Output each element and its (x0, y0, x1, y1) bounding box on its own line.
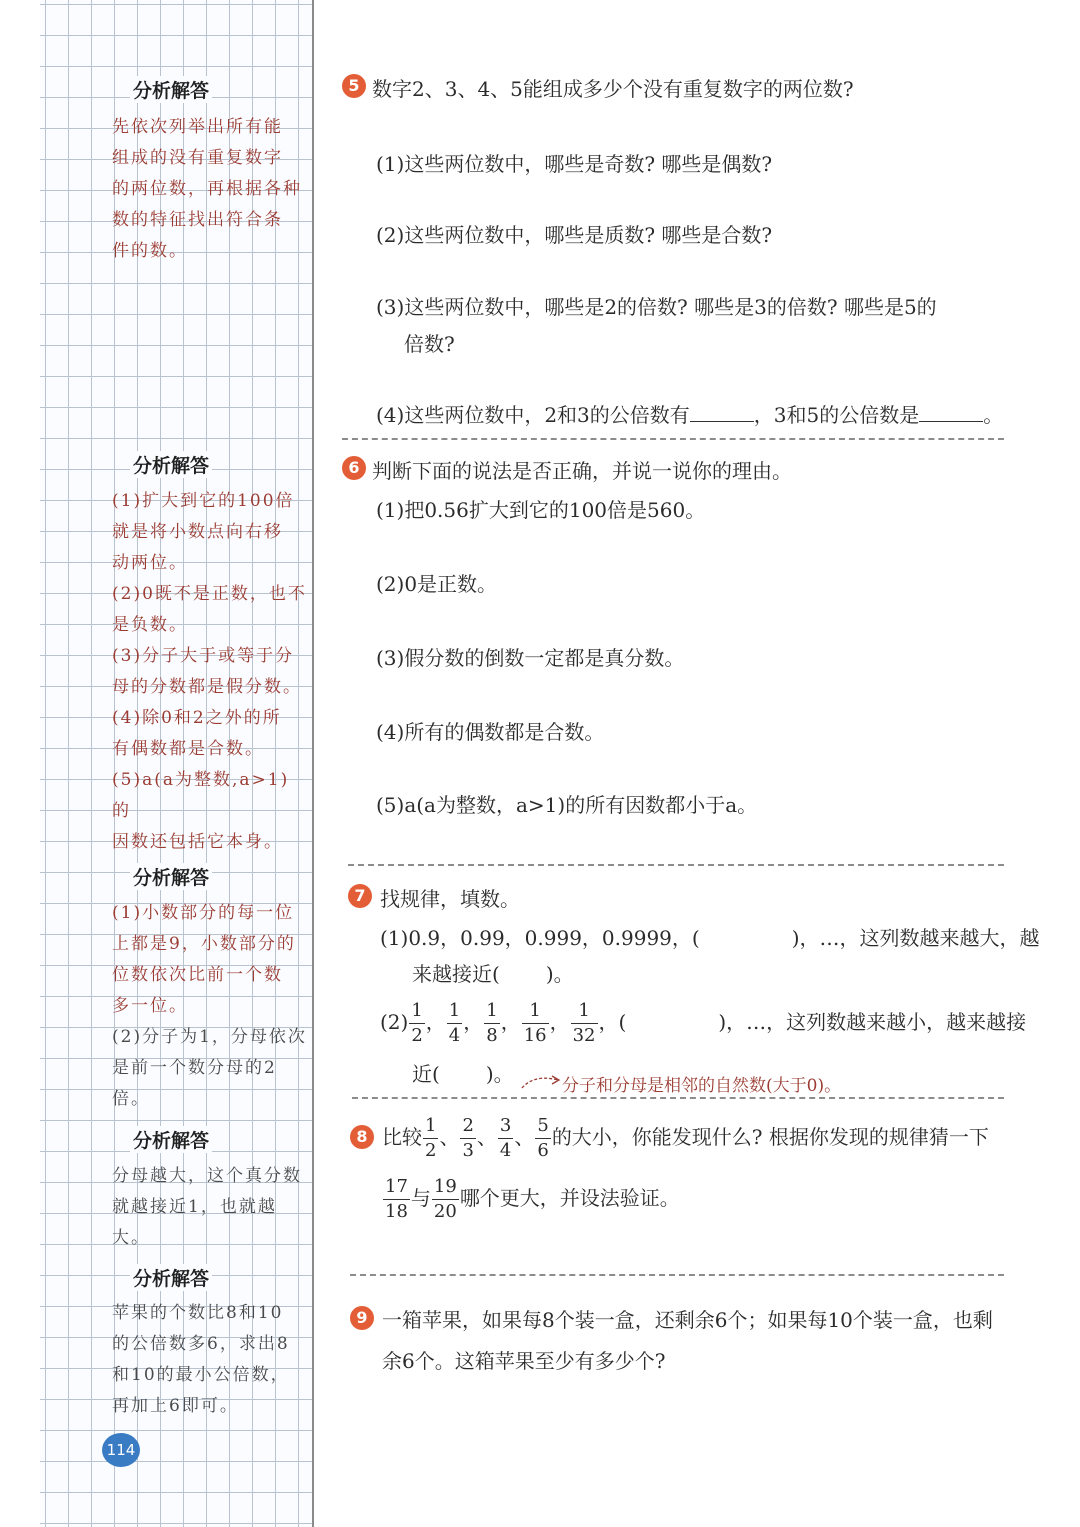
q5-part-4 (376, 399, 1003, 428)
q8-text: 与 (410, 1186, 431, 1210)
note-line: 是前一个数分母的2倍。 (112, 1058, 277, 1109)
note-title: 分析解答 (130, 1264, 212, 1291)
note-line: 就越接近1，也就越大。 (112, 1197, 277, 1248)
note-line: 母的分数都是假分数。 (112, 677, 302, 697)
q8-text: 的大小，你能发现什么? 根据你发现的规律猜一下 (551, 1125, 989, 1149)
note-line: (4)除0和2之外的所 (112, 708, 282, 728)
q7-part-2-text: )。 (485, 1062, 514, 1086)
question-number-8: 8 (350, 1125, 374, 1149)
fraction: $\frac{17}{18}$ (385, 1176, 408, 1222)
q7-part-2-prefix: (2) (380, 1010, 409, 1034)
note-line: 再加上6即可。 (112, 1396, 239, 1416)
note-line: 分母越大，这个真分数 (112, 1166, 302, 1186)
note-block (112, 486, 308, 858)
fraction: $\frac{1}{8}$ (486, 1000, 498, 1046)
note-title: 分析解答 (130, 1126, 212, 1153)
q8-line-2 (382, 1170, 680, 1226)
note-title: 分析解答 (130, 76, 212, 103)
answer-blank[interactable] (690, 403, 754, 422)
q8-text: 哪个更大，并设法验证。 (459, 1186, 680, 1210)
note-block (112, 898, 308, 1115)
sidebar-border (312, 0, 314, 1527)
fraction-sequence (422, 1115, 552, 1161)
q7-part-2-text: ，( (598, 1010, 627, 1034)
q9-line-1: 一箱苹果，如果每8个装一盒，还剩余6个；如果每10个装一盒，也剩 (382, 1308, 993, 1332)
q5-part-3: (3)这些两位数中，哪些是2的倍数? 哪些是3的倍数? 哪些是5的 (376, 295, 937, 319)
fraction: $\frac{19}{20}$ (433, 1176, 457, 1222)
note-line: 的两位数，再根据各种 (112, 179, 302, 199)
note-line: 苹果的个数比8和10 (112, 1303, 284, 1323)
q5-part-4-text: ，3和5的公倍数是 (753, 403, 920, 427)
note-line: (2)0既不是正数，也不 (112, 584, 307, 604)
note-block (112, 1298, 308, 1422)
q7-part-1-text: )。 (545, 962, 574, 986)
q7-part-2-text: )，…，这列数越来越小，越来越接 (718, 1010, 1027, 1034)
fraction: $\frac{1}{32}$ (572, 1000, 596, 1046)
note-line: (2)分子为1，分母依次 (112, 1027, 307, 1047)
q5-part-4-text: 。 (983, 403, 1004, 427)
separator: 、 (476, 1125, 497, 1149)
note-line: 有偶数都是合数。 (112, 739, 264, 759)
note-line: 因数还包括它本身。 (112, 832, 283, 852)
note-line: 数的特征找出符合条 (112, 210, 283, 230)
separator: ， (425, 1010, 446, 1034)
separator: ， (549, 1010, 570, 1034)
fraction: $\frac{1}{4}$ (448, 1000, 461, 1046)
question-number-9: 9 (350, 1306, 374, 1330)
q5-part-1: (1)这些两位数中，哪些是奇数? 哪些是偶数? (376, 152, 773, 176)
note-line: 上都是9，小数部分的 (112, 934, 296, 954)
note-line: 先依次列举出所有能 (112, 117, 283, 137)
note-line: 和10的最小公倍数， (112, 1365, 290, 1385)
question-number-6: 6 (342, 456, 366, 480)
note-title: 分析解答 (130, 863, 212, 890)
q8-text: 比较 (382, 1125, 422, 1149)
note-line: 组成的没有重复数字 (112, 148, 283, 168)
section-divider (348, 864, 1004, 866)
note-block (112, 112, 308, 267)
q5-part-2: (2)这些两位数中，哪些是质数? 哪些是合数? (376, 223, 773, 247)
note-line: (1)扩大到它的100倍 (112, 491, 295, 511)
q7-part-1 (380, 922, 1040, 951)
section-divider (350, 1274, 1004, 1276)
page-number-badge: 114 (102, 1433, 140, 1467)
q5-part-3-cont: 倍数? (404, 332, 455, 356)
q7-part-1-cont (412, 958, 574, 987)
q7-part-2 (380, 996, 1026, 1048)
q7-part-2-text: 近( (412, 1062, 440, 1086)
q6-item: (3)假分数的倒数一定都是真分数。 (376, 646, 685, 670)
fraction: $\frac{2}{3}$ (462, 1115, 474, 1161)
section-divider (342, 438, 1004, 440)
note-line: 的公倍数多6，求出8 (112, 1334, 290, 1354)
q5-part-4-text: (4)这些两位数中，2和3的公倍数有 (376, 403, 690, 427)
q7-stem: 找规律，填数。 (380, 887, 520, 911)
fraction: $\frac{1}{16}$ (523, 1000, 547, 1046)
q7-hint: 分子和分母是相邻的自然数(大于0)。 (562, 1076, 842, 1096)
q5-stem: 数字2、3、4、5能组成多少个没有重复数字的两位数? (372, 77, 854, 101)
q7-part-2-cont (412, 1058, 514, 1087)
hint-arrow-icon (520, 1072, 562, 1092)
answer-blank[interactable] (919, 403, 983, 422)
q6-item: (2)0是正数。 (376, 572, 498, 596)
note-line: 位数依次比前一个数 (112, 965, 283, 985)
note-line: (1)小数部分的每一位 (112, 903, 295, 923)
q6-item: (5)a(a为整数，a>1)的所有因数都小于a。 (376, 793, 758, 817)
fraction: $\frac{3}{4}$ (499, 1115, 512, 1161)
separator: 、 (514, 1125, 535, 1149)
q7-part-1-text: 来越接近( (412, 962, 500, 986)
note-line: 是负数。 (112, 615, 188, 635)
question-number-5: 5 (342, 74, 366, 98)
separator: ， (500, 1010, 521, 1034)
section-divider (352, 1097, 1004, 1099)
fraction: $\frac{1}{2}$ (411, 1000, 423, 1046)
note-line: 件的数。 (112, 241, 188, 261)
note-title: 分析解答 (130, 451, 212, 478)
fraction: $\frac{5}{6}$ (537, 1115, 549, 1161)
q6-item: (4)所有的偶数都是合数。 (376, 720, 605, 744)
note-line: 多一位。 (112, 996, 188, 1016)
q8-line-1 (382, 1110, 989, 1164)
note-line: (3)分子大于或等于分 (112, 646, 295, 666)
fraction: $\frac{1}{2}$ (425, 1115, 437, 1161)
q7-part-1-text: )，…，这列数越来越大，越 (791, 926, 1040, 950)
q6-stem: 判断下面的说法是否正确，并说一说你的理由。 (372, 459, 792, 483)
q6-item: (1)把0.56扩大到它的100倍是560。 (376, 498, 706, 522)
question-number-7: 7 (348, 884, 372, 908)
note-line: 动两位。 (112, 553, 188, 573)
note-line: (5)a(a为整数,a>1)的 (112, 770, 290, 821)
separator: 、 (439, 1125, 460, 1149)
note-block (112, 1161, 308, 1254)
fraction-sequence (408, 1000, 598, 1046)
q9-line-2: 余6个。这箱苹果至少有多少个? (382, 1349, 666, 1373)
note-line: 就是将小数点向右移 (112, 522, 283, 542)
separator: ， (463, 1010, 484, 1034)
q7-part-1-text: (1)0.9，0.99，0.999，0.9999，( (380, 926, 700, 950)
